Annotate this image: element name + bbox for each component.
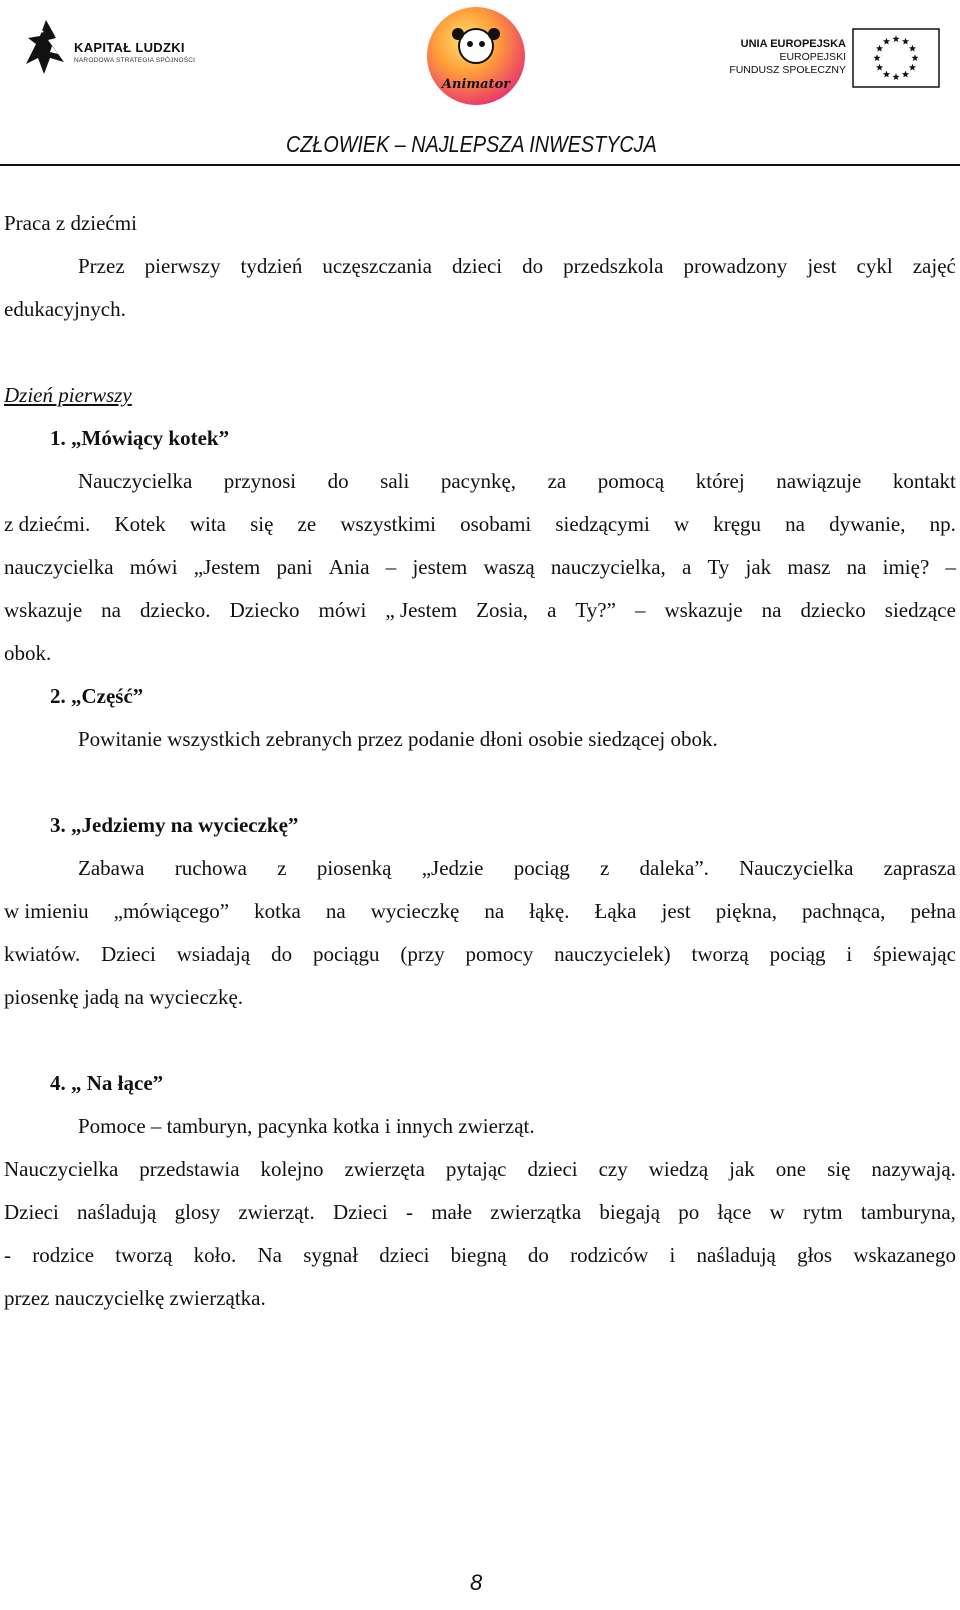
- intro-line-2: edukacyjnych.: [4, 297, 126, 321]
- word: wskazuje: [4, 598, 83, 622]
- word: biegną: [450, 1243, 507, 1267]
- word: rytm: [802, 1200, 843, 1224]
- item-3-title: 3. „Jedziemy na wycieczkę”: [50, 813, 299, 837]
- word: sygnał: [303, 1243, 359, 1267]
- word: wskazuje: [664, 598, 743, 622]
- item-1-line-4: [4, 589, 956, 632]
- word: –: [385, 555, 397, 579]
- item-4-intro: Pomoce – tamburyn, pacynka kotka i innych zwierząt.: [78, 1114, 535, 1138]
- item-4-title: 4. „ Na łące”: [50, 1071, 164, 1095]
- word: kwiatów.: [4, 942, 81, 966]
- word: małe: [431, 1200, 473, 1224]
- word: piękna,: [715, 899, 777, 923]
- item-4-line-2: [4, 1191, 956, 1234]
- item-1-line-1: [4, 460, 956, 503]
- word: kolejno: [260, 1157, 324, 1181]
- intro-line-1: [4, 245, 956, 288]
- word: dziecko.: [140, 598, 211, 622]
- word: Przez: [78, 254, 125, 278]
- word: nawiązuje: [776, 469, 862, 493]
- item-2-text: Powitanie wszystkich zebranych przez podanie dłoni osobie siedzącej obok.: [78, 727, 718, 751]
- word: zajęć: [912, 254, 956, 278]
- animator-logo: [424, 4, 528, 108]
- word: Ania: [328, 555, 370, 579]
- word: kotka: [254, 899, 301, 923]
- word: wskazanego: [853, 1243, 956, 1267]
- kapital-ludzki-logo: [24, 18, 224, 78]
- word: osobami: [460, 512, 532, 536]
- word: Dzieci: [4, 1200, 59, 1224]
- word: do: [527, 1243, 549, 1267]
- word: nauczycielek): [554, 942, 671, 966]
- item-3-line-4: piosenkę jadą na wycieczkę.: [4, 985, 244, 1009]
- word: naśladują: [77, 1200, 157, 1224]
- word: i: [669, 1243, 676, 1267]
- word: nauczycielka,: [550, 555, 666, 579]
- eu-flag-icon: [852, 28, 940, 88]
- word: pacynkę,: [440, 469, 517, 493]
- word: wita: [189, 512, 226, 536]
- word: na: [846, 555, 867, 579]
- word: przynosi: [223, 469, 297, 493]
- word: Zosia,: [476, 598, 529, 622]
- eu-line-2: EUROPEJSKI: [779, 51, 846, 63]
- word: na: [325, 899, 346, 923]
- word: Łąka: [594, 899, 637, 923]
- word: „Jedzie: [421, 856, 484, 880]
- word: z: [599, 856, 610, 880]
- word: w imieniu: [4, 899, 89, 923]
- word: Nauczycielka: [4, 1157, 119, 1181]
- eu-line-3: FUNDUSZ SPOŁECZNY: [729, 64, 846, 76]
- slogan: CZŁOWIEK – NAJLEPSZA INWESTYCJA: [286, 131, 657, 157]
- word: do: [522, 254, 544, 278]
- word: a: [681, 555, 692, 579]
- word: dziecko: [800, 598, 866, 622]
- word: „Jestem: [193, 555, 261, 579]
- word: mówi: [129, 555, 178, 579]
- item-1-line-2: [4, 503, 956, 546]
- word: pomocy: [465, 942, 534, 966]
- word: tworzą: [691, 942, 749, 966]
- item-1-line-3: [4, 546, 956, 589]
- item-4-line-3: [4, 1234, 956, 1277]
- word: np.: [929, 512, 956, 536]
- word: „ Jestem: [385, 598, 458, 622]
- word: i: [846, 942, 853, 966]
- word: jak: [729, 1157, 755, 1181]
- word: Dzieci: [101, 942, 156, 966]
- word: –: [945, 555, 956, 579]
- word: uczęszczania: [322, 254, 432, 278]
- word: siedzącymi: [555, 512, 650, 536]
- word: Nauczycielka: [739, 856, 854, 880]
- page-number: 8: [470, 1570, 483, 1595]
- word: Nauczycielka: [78, 469, 193, 493]
- word: ruchowa: [174, 856, 248, 880]
- word: której: [695, 469, 745, 493]
- word: przedszkola: [563, 254, 664, 278]
- word: na: [101, 598, 121, 622]
- word: z: [277, 856, 287, 880]
- word: (przy: [400, 942, 445, 966]
- word: głos: [797, 1243, 833, 1267]
- word: Dziecko: [229, 598, 300, 622]
- word: prowadzony: [683, 254, 788, 278]
- item-1-line-5: obok.: [4, 641, 52, 665]
- word: one: [775, 1157, 807, 1181]
- word: do: [327, 469, 349, 493]
- word: jest: [661, 899, 691, 923]
- word: łąkę.: [529, 899, 570, 923]
- word: a: [547, 598, 557, 622]
- word: łące: [717, 1200, 752, 1224]
- word: dzieci: [379, 1243, 430, 1267]
- item-4-line-1: [4, 1148, 956, 1191]
- header-divider: [0, 164, 960, 166]
- word: pociąg: [513, 856, 570, 880]
- word: w: [673, 512, 690, 536]
- word: jak: [745, 555, 772, 579]
- word: po: [678, 1200, 700, 1224]
- word: zwierzęta: [344, 1157, 425, 1181]
- word: daleka”.: [639, 856, 709, 880]
- kl-subtitle: NARODOWA STRATEGIA SPÓJNOŚCI: [74, 57, 196, 64]
- word: glosy: [174, 1200, 221, 1224]
- word: wsiadają: [176, 942, 251, 966]
- word: tamburyna,: [860, 1200, 956, 1224]
- word: –: [634, 598, 646, 622]
- word: Ty: [707, 555, 730, 579]
- word: ze: [297, 512, 317, 536]
- word: nazywają.: [871, 1157, 956, 1181]
- word: na: [484, 899, 505, 923]
- word: dywanie,: [829, 512, 906, 536]
- item-4-line-4: przez nauczycielkę zwierzątka.: [4, 1286, 266, 1310]
- word: pełna: [910, 899, 956, 923]
- word: piosenką: [316, 856, 392, 880]
- word: masz: [787, 555, 831, 579]
- animator-wordmark: Animator: [441, 77, 511, 92]
- word: na: [761, 598, 782, 622]
- word: imię?: [882, 555, 930, 579]
- word: pachnąca,: [802, 899, 886, 923]
- word: pociąg: [769, 942, 826, 966]
- word: wszystkimi: [340, 512, 436, 536]
- word: na: [785, 512, 805, 536]
- word: za: [547, 469, 567, 493]
- word: śpiewając: [873, 942, 956, 966]
- section-heading: Praca z dziećmi: [4, 211, 137, 235]
- word: tydzień: [240, 254, 303, 278]
- document-body: [4, 202, 956, 1320]
- word: Zabawa: [78, 856, 145, 880]
- word: przedstawia: [139, 1157, 240, 1181]
- word: pani: [276, 555, 313, 579]
- word: wycieczkę: [370, 899, 460, 923]
- eu-label: [700, 38, 846, 77]
- word: nauczycielka: [4, 555, 114, 579]
- word: się: [827, 1157, 851, 1181]
- kl-title: KAPITAŁ LUDZKI: [74, 40, 185, 55]
- day-title: Dzień pierwszy: [4, 383, 132, 407]
- word: w: [769, 1200, 785, 1224]
- word: zwierzątka: [490, 1200, 582, 1224]
- word: sali: [380, 469, 410, 493]
- word: dzieci: [451, 254, 503, 278]
- item-3-line-1: [4, 847, 956, 890]
- word: -: [4, 1243, 11, 1267]
- word: „mówiącego”: [113, 899, 230, 923]
- word: z dziećmi.: [4, 512, 91, 536]
- word: pomocą: [597, 469, 665, 493]
- word: Na: [257, 1243, 282, 1267]
- item-3-line-2: [4, 890, 956, 933]
- word: jestem: [412, 555, 468, 579]
- item-3-line-3: [4, 933, 956, 976]
- word: wiedzą: [648, 1157, 709, 1181]
- word: -: [405, 1200, 413, 1224]
- word: tworzą: [115, 1243, 173, 1267]
- word: kręgu: [713, 512, 762, 536]
- word: jest: [807, 254, 837, 278]
- word: kontakt: [892, 469, 956, 493]
- word: koło.: [193, 1243, 237, 1267]
- word: siedzące: [884, 598, 956, 622]
- word: cykl: [856, 254, 893, 278]
- word: Dzieci: [332, 1200, 388, 1224]
- page-header: [0, 0, 960, 166]
- word: pytając: [445, 1157, 507, 1181]
- word: zwierząt.: [238, 1200, 315, 1224]
- word: rodzice: [32, 1243, 95, 1267]
- word: biegają: [599, 1200, 661, 1224]
- item-1-title: 1. „Mówiący kotek”: [50, 426, 230, 450]
- word: mówi: [318, 598, 367, 622]
- word: waszą: [483, 555, 535, 579]
- item-2-title: 2. „Część”: [50, 684, 144, 708]
- kapital-ludzki-icon: [24, 18, 68, 76]
- word: pociągu: [313, 942, 380, 966]
- word: Ty?”: [575, 598, 616, 622]
- word: dzieci: [527, 1157, 578, 1181]
- word: naśladują: [696, 1243, 776, 1267]
- word: czy: [598, 1157, 628, 1181]
- eu-line-1: UNIA EUROPEJSKA: [740, 38, 846, 50]
- word: do: [271, 942, 293, 966]
- word: Kotek: [114, 512, 166, 536]
- word: się: [250, 512, 274, 536]
- word: zaprasza: [883, 856, 956, 880]
- word: pierwszy: [144, 254, 221, 278]
- word: rodziców: [570, 1243, 649, 1267]
